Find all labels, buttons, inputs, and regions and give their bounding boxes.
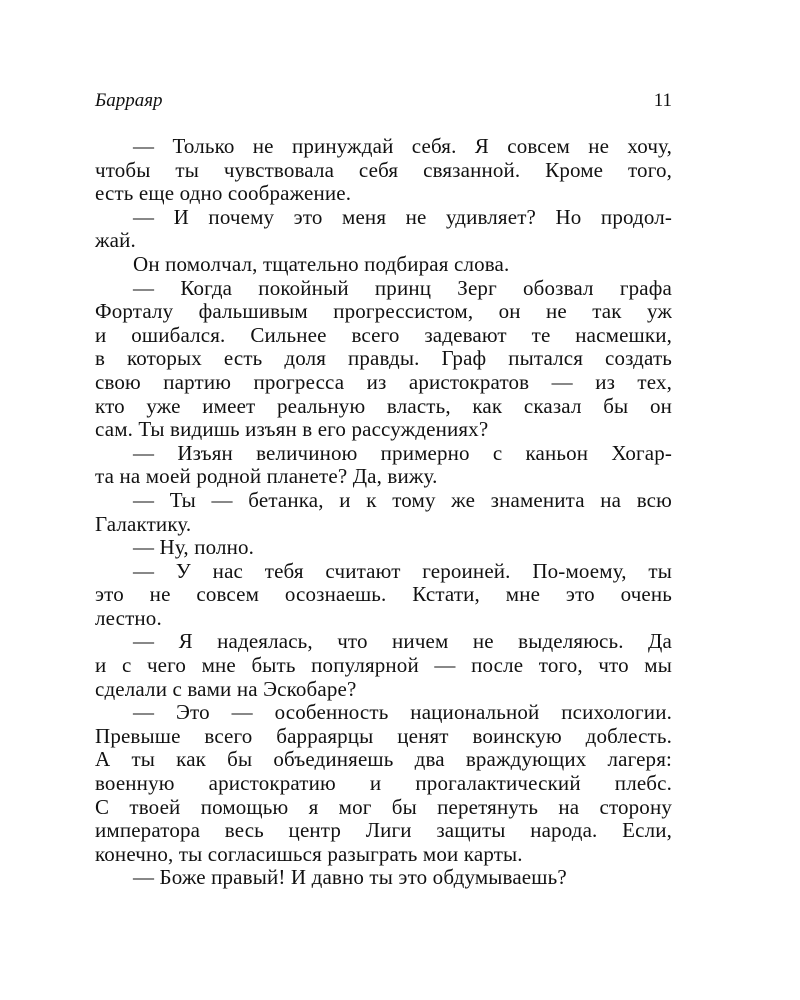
- body-text: [95, 135, 672, 890]
- text-line: в которых есть доля правды. Граф пытался создать: [95, 346, 672, 371]
- book-title: Барраяр: [95, 90, 163, 111]
- text-line: и с чего мне быть популярной — после того, что мы: [95, 653, 672, 678]
- text-line: сам. Ты видишь изъян в его рассуждениях?: [95, 417, 489, 442]
- text-line: — Боже правый! И давно ты это обдумываешь?: [133, 865, 567, 890]
- text-line: и ошибался. Сильнее всего задевают те насмешки,: [95, 322, 672, 347]
- text-line: Галактику.: [95, 511, 192, 536]
- text-line: чтобы ты чувствовала себя связанной. Кроме того,: [95, 157, 672, 182]
- text-line: — Когда покойный принц Зерг обозвал графа: [133, 275, 672, 300]
- page-number: 11: [653, 90, 672, 111]
- text-line: — И почему это меня не удивляет? Но продол-: [133, 204, 672, 229]
- text-line: — Ты — бетанка, и к тому же знаменита на всю: [133, 487, 672, 512]
- text-line: Форталу фальшивым прогрессистом, он не так уж: [95, 299, 672, 324]
- text-line: — Ну, полно.: [133, 535, 255, 560]
- text-line: та на моей родной планете? Да, вижу.: [95, 464, 438, 489]
- text-line: лестно.: [95, 605, 162, 630]
- text-line: есть еще одно соображение.: [95, 181, 352, 206]
- text-line: — Только не принуждай себя. Я совсем не хочу,: [133, 134, 672, 158]
- text-line: — Это — особенность национальной психологии.: [133, 700, 672, 725]
- text-line: конечно, ты согласишься разыграть мои карты.: [95, 841, 523, 866]
- text-line: А ты как бы объединяешь два враждующих лагеря:: [95, 747, 672, 772]
- running-head: [95, 88, 672, 114]
- text-line: военную аристократию и прогалактический плебс.: [95, 771, 672, 796]
- text-line: сделали с вами на Эскобаре?: [95, 676, 357, 701]
- text-line: кто уже имеет реальную власть, как сказал бы он: [95, 393, 672, 418]
- text-line: С твоей помощью я мог бы перетянуть на сторону: [95, 794, 672, 819]
- text-line: жай.: [95, 228, 136, 253]
- text-line: свою партию прогресса из аристократов — из тех,: [95, 369, 672, 394]
- text-line: императора весь центр Лиги защиты народа. Если,: [95, 818, 672, 843]
- text-line: Он помолчал, тщательно подбирая слова.: [133, 251, 510, 276]
- text-line: — Я надеялась, что ничем не выделяюсь. Да: [133, 629, 672, 654]
- text-line: — Изъян величиною примерно с каньон Хогар-: [133, 440, 672, 465]
- text-line: Превыше всего барраярцы ценят воинскую доблесть.: [95, 723, 672, 748]
- text-line: это не совсем осознаешь. Кстати, мне это очень: [95, 582, 672, 607]
- text-line: — У нас тебя считают героиней. По-моему, ты: [133, 558, 672, 583]
